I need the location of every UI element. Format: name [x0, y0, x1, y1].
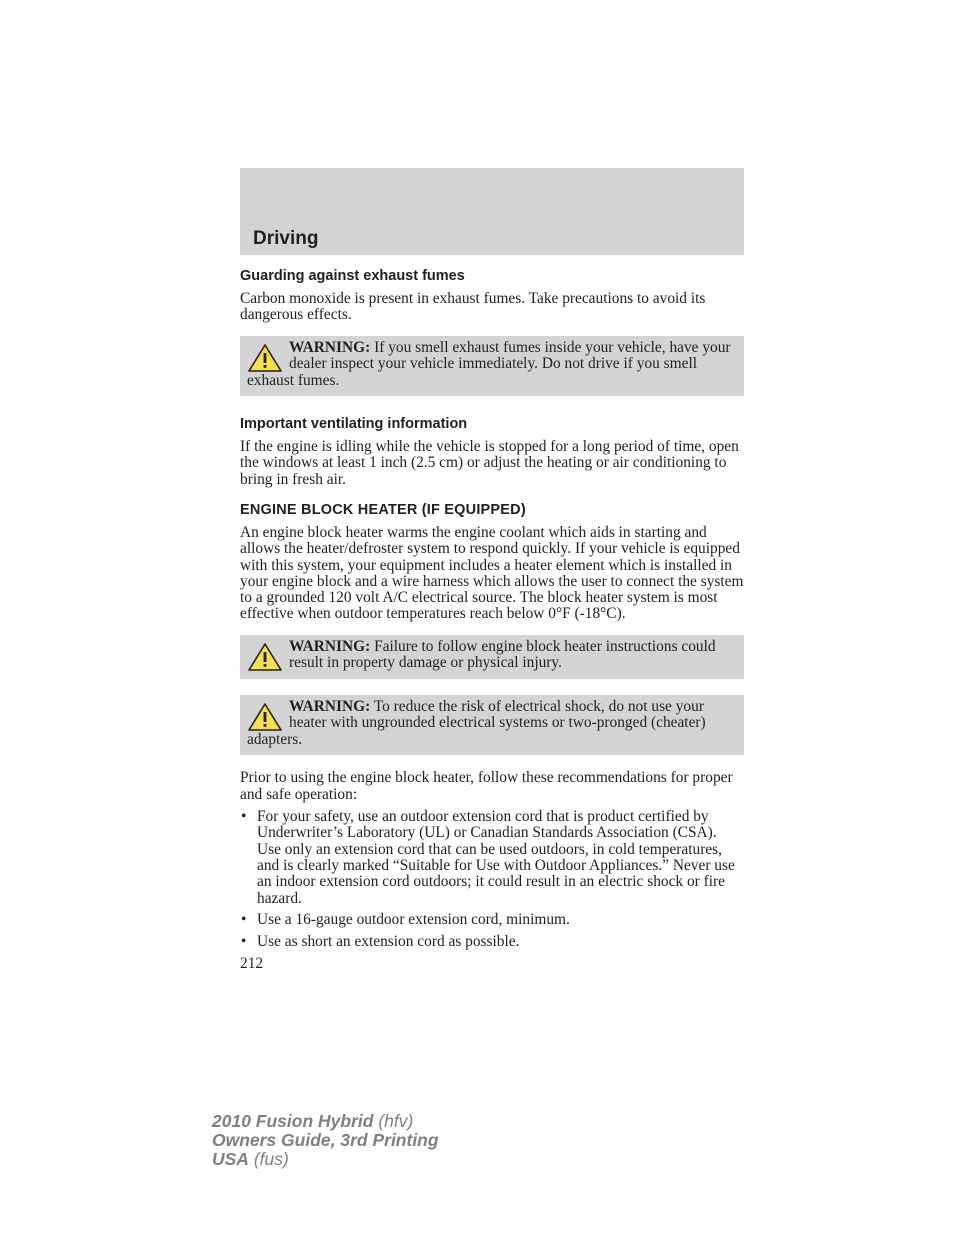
page-content [240, 268, 744, 973]
footer-market-code: (fus) [253, 1149, 289, 1169]
warning-label: WARNING: [289, 338, 371, 356]
paragraph-recommendations-intro: Prior to using the engine block heater, follow these recommendations for proper and safe operation: [240, 769, 733, 803]
list-item-text: Use a 16-gauge outdoor extension cord, minimum. [257, 911, 570, 929]
document-footer [212, 1112, 439, 1169]
heading-exhaust-fumes: Guarding against exhaust fumes [240, 268, 465, 284]
bullet-glyph: • [241, 932, 247, 950]
warning-box-electrical-shock [240, 695, 744, 756]
footer-market: USA [212, 1149, 249, 1169]
list-item-text: Use as short an extension cord as possible. [257, 932, 520, 950]
warning-text: If you smell exhaust fumes inside your vehicle, have your dealer inspect your vehicle immediately. Do not drive if you smell exhaust fumes. [247, 338, 731, 389]
footer-guide: Owners Guide, 3rd Printing [212, 1130, 439, 1150]
list-item-text: For your safety, use an outdoor extension cord that is product certified by Underwriter’s Laboratory (UL) or Canadian Standards Association (CSA). Use only an extension cord that can be used outdoors, in cold temperatures, and is clearly marked “Suitable for Use with Outdoor Appliances.” Never use an indoor extension cord outdoors; it could result in an electric shock or fire hazard. [257, 807, 735, 907]
paragraph-engine-block-heater: An engine block heater warms the engine coolant which aids in starting and allows the heater/defroster system to respond quickly. If your vehicle is equipped with this system, your equipment includes a heater element which is installed in your engine block and a wire harness which allows the user to connect the system to a grounded 120 volt A/C electrical source. The block heater system is most effective when outdoor temperatures reach below 0°F (-18°C). [240, 523, 744, 623]
warning-triangle-icon [247, 702, 283, 732]
heading-engine-block-heater: ENGINE BLOCK HEATER (IF EQUIPPED) [240, 501, 526, 518]
warning-triangle-icon [247, 343, 283, 373]
paragraph-exhaust-fumes: Carbon monoxide is present in exhaust fumes. Take precautions to avoid its dangerous effects. [240, 290, 706, 324]
section-title: Driving [253, 228, 319, 249]
footer-model-code: (hfv) [378, 1111, 414, 1131]
warning-text: Failure to follow engine block heater instructions could result in property damage or physical injury. [289, 637, 716, 672]
bullet-glyph: • [241, 911, 247, 929]
footer-line-guide [212, 1131, 439, 1150]
warning-label: WARNING: [289, 697, 371, 715]
list-item [240, 912, 744, 928]
warning-label: WARNING: [289, 637, 371, 655]
warning-text: To reduce the risk of electrical shock, do not use your heater with ungrounded electrical systems or two-pronged (cheater) adapters. [247, 697, 706, 748]
bullet-glyph: • [241, 807, 247, 825]
recommendations-list [240, 809, 744, 950]
page-number: 212 [240, 955, 264, 973]
footer-line-market [212, 1150, 439, 1169]
paragraph-ventilating: If the engine is idling while the vehicle is stopped for a long period of time, open the windows at least 1 inch (2.5 cm) or adjust the heating or air conditioning to bring in fresh air. [240, 438, 739, 488]
heading-ventilating: Important ventilating information [240, 416, 468, 433]
footer-line-model [212, 1112, 439, 1131]
footer-model: 2010 Fusion Hybrid [212, 1111, 374, 1131]
warning-box-exhaust [240, 336, 744, 397]
list-item [240, 809, 744, 907]
list-item [240, 934, 744, 950]
warning-box-heater-instructions [240, 635, 744, 679]
warning-triangle-icon [247, 642, 283, 672]
